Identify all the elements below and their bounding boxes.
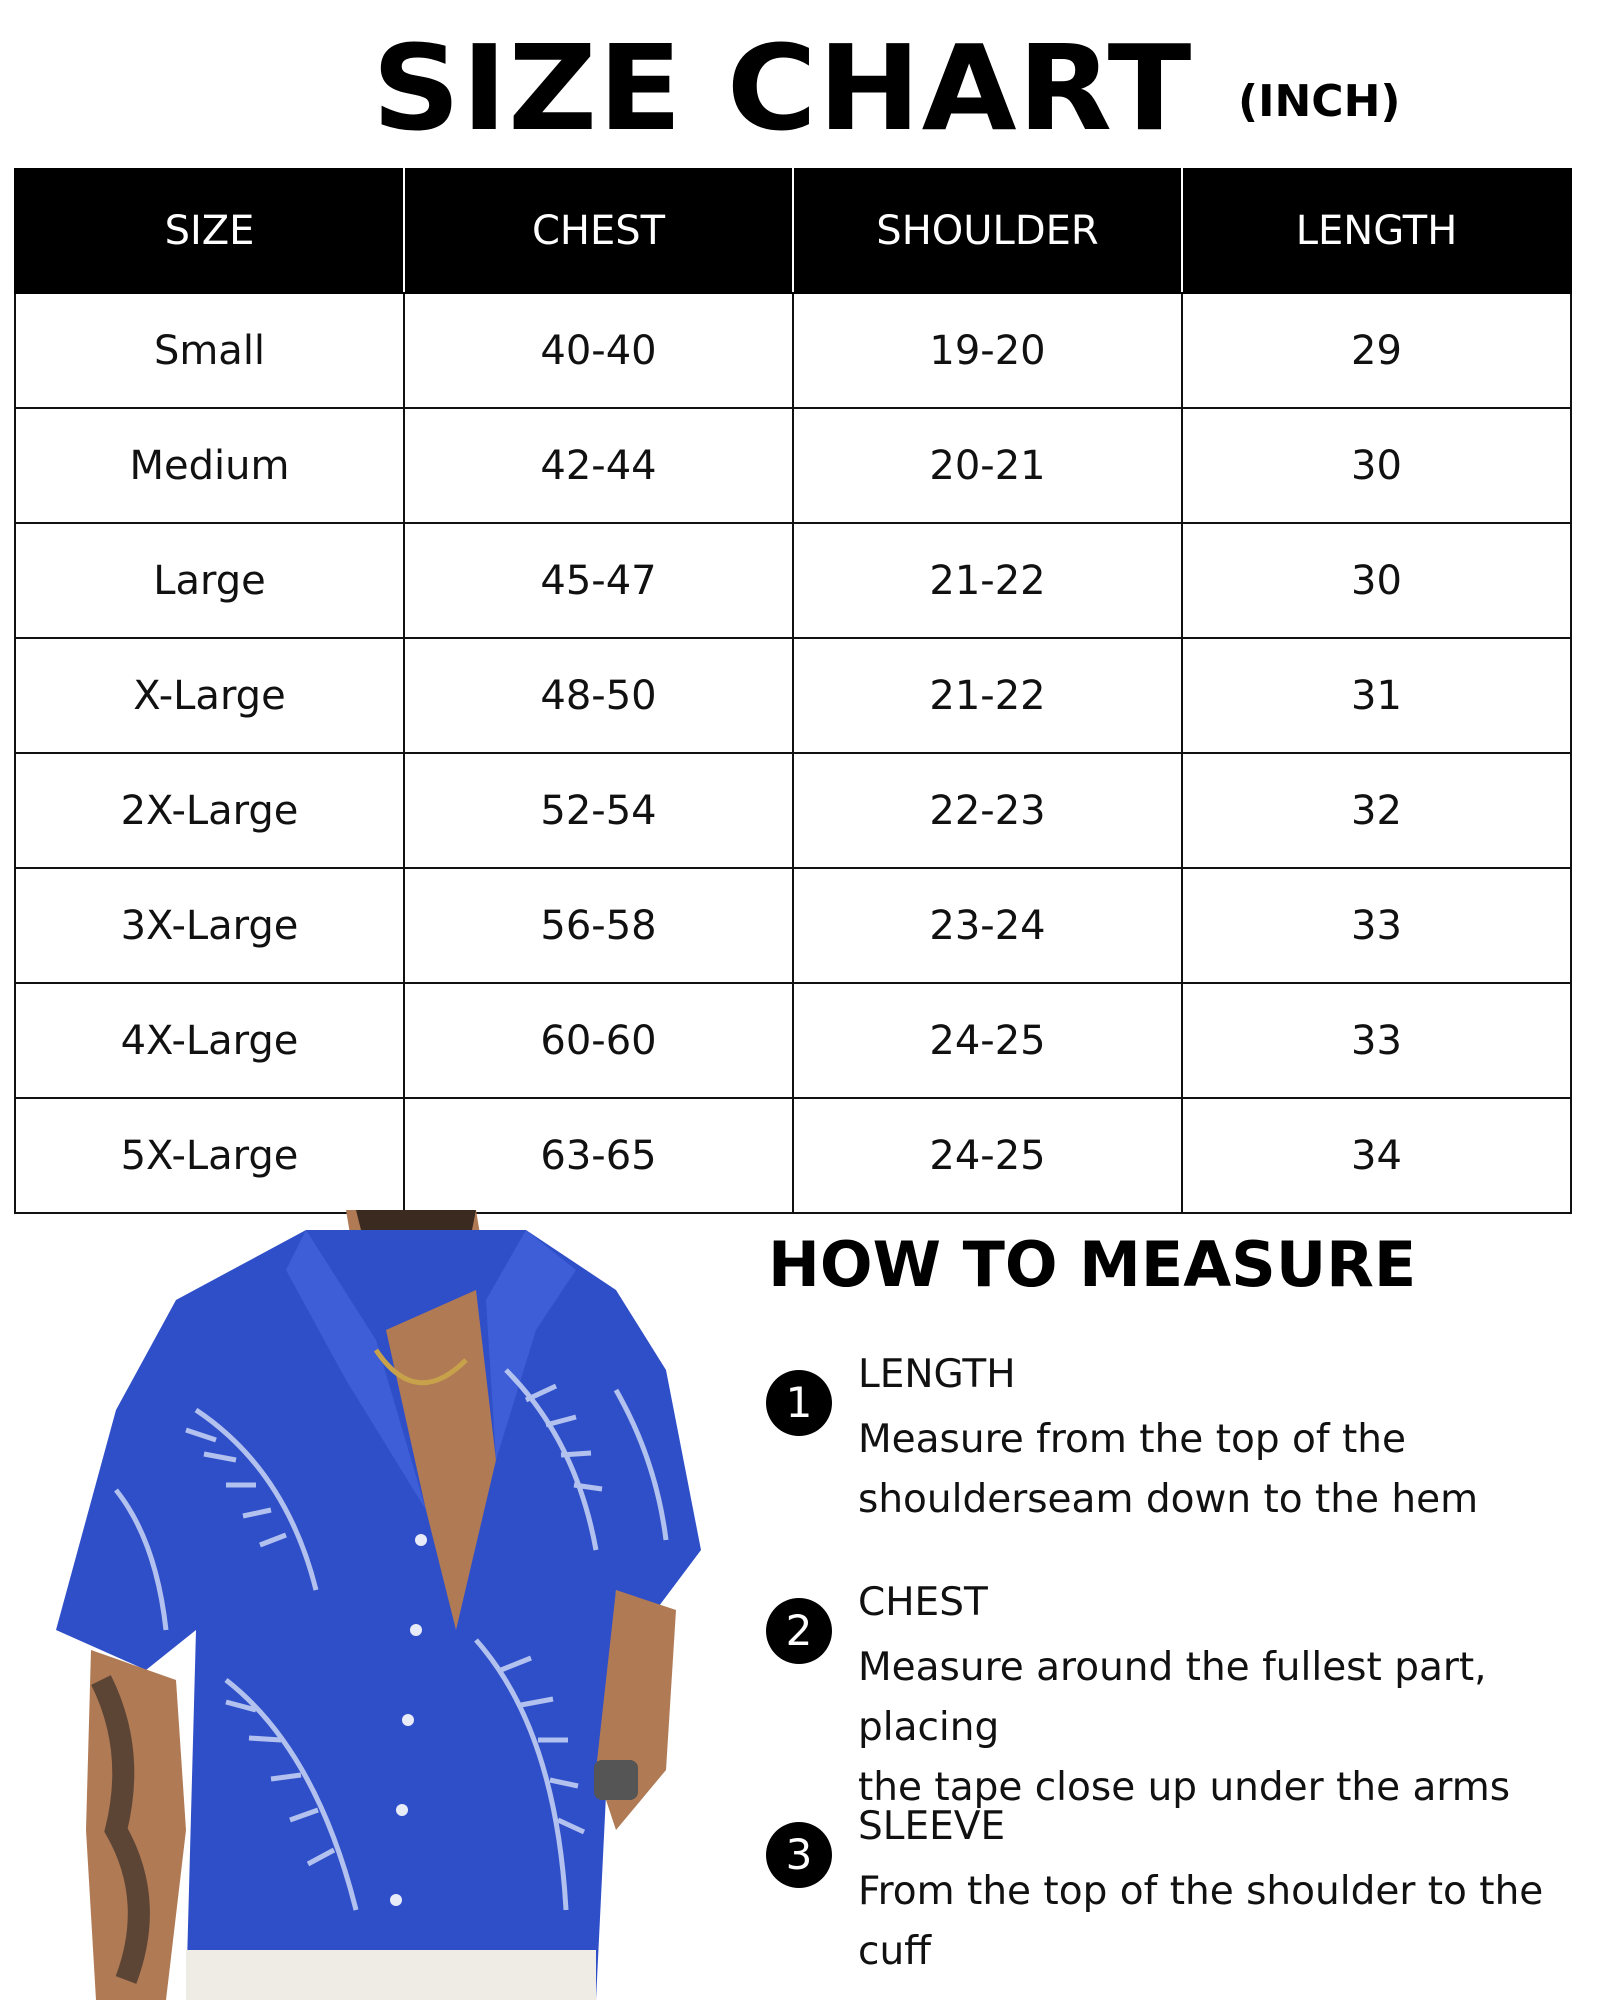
size-cell: 3X-Large: [15, 868, 404, 983]
table-row: [15, 1098, 1571, 1213]
chest-cell: 48-50: [404, 638, 793, 753]
chest-cell: 63-65: [404, 1098, 793, 1213]
column-header-size: SIZE: [15, 169, 404, 293]
column-header-shoulder: SHOULDER: [793, 169, 1182, 293]
how-to-measure-title: HOW TO MEASURE: [768, 1228, 1417, 1301]
table-row: [15, 293, 1571, 408]
step-heading: LENGTH: [858, 1352, 1016, 1397]
step-chest: [766, 1580, 1596, 1810]
column-header-length: LENGTH: [1182, 169, 1571, 293]
step-heading: SLEEVE: [858, 1804, 1006, 1849]
size-table: [14, 168, 1572, 1214]
size-cell: 5X-Large: [15, 1098, 404, 1213]
size-cell: Medium: [15, 408, 404, 523]
length-cell: 29: [1182, 293, 1571, 408]
shoulder-cell: 24-25: [793, 983, 1182, 1098]
table-row: [15, 638, 1571, 753]
table-header-row: [15, 169, 1571, 293]
chest-cell: 52-54: [404, 753, 793, 868]
length-cell: 32: [1182, 753, 1571, 868]
column-header-chest: CHEST: [404, 169, 793, 293]
chest-cell: 56-58: [404, 868, 793, 983]
step-number-badge: 2: [766, 1598, 832, 1664]
unit-label: (INCH): [1238, 76, 1401, 127]
step-sleeve: [766, 1804, 1596, 1974]
model-pants: [186, 1950, 596, 2000]
chest-cell: 45-47: [404, 523, 793, 638]
step-line: the tape close up under the arms: [858, 1765, 1511, 1810]
step-line: shoulderseam down to the hem: [858, 1477, 1479, 1522]
wristwatch: [594, 1760, 638, 1800]
shirt-model-photo: [56, 1210, 706, 2000]
length-cell: 30: [1182, 408, 1571, 523]
step-number-badge: 1: [766, 1370, 832, 1436]
step-line: Measure around the fullest part, placing: [858, 1645, 1487, 1750]
chest-cell: 42-44: [404, 408, 793, 523]
step-line: From the top of the shoulder to the cuff: [858, 1869, 1544, 1974]
table-row: [15, 983, 1571, 1098]
shoulder-cell: 23-24: [793, 868, 1182, 983]
title-area: [0, 10, 1600, 157]
shoulder-cell: 20-21: [793, 408, 1182, 523]
shoulder-cell: 21-22: [793, 523, 1182, 638]
size-cell: 4X-Large: [15, 983, 404, 1098]
step-number-badge: 3: [766, 1822, 832, 1888]
size-cell: 2X-Large: [15, 753, 404, 868]
size-cell: X-Large: [15, 638, 404, 753]
chest-cell: 60-60: [404, 983, 793, 1098]
page-title: SIZE CHART: [372, 19, 1193, 157]
step-description: [858, 1410, 1578, 1530]
length-cell: 31: [1182, 638, 1571, 753]
length-cell: 33: [1182, 983, 1571, 1098]
size-cell: Large: [15, 523, 404, 638]
shoulder-cell: 22-23: [793, 753, 1182, 868]
table-row: [15, 408, 1571, 523]
shoulder-cell: 24-25: [793, 1098, 1182, 1213]
step-line: Measure from the top of the: [858, 1417, 1406, 1462]
table-row: [15, 868, 1571, 983]
step-description: [858, 1862, 1578, 1982]
shoulder-cell: 21-22: [793, 638, 1182, 753]
step-heading: CHEST: [858, 1580, 988, 1625]
step-description: [858, 1638, 1578, 1818]
table-row: [15, 753, 1571, 868]
table-row: [15, 523, 1571, 638]
size-cell: Small: [15, 293, 404, 408]
length-cell: 33: [1182, 868, 1571, 983]
length-cell: 34: [1182, 1098, 1571, 1213]
chest-cell: 40-40: [404, 293, 793, 408]
length-cell: 30: [1182, 523, 1571, 638]
step-length: [766, 1352, 1596, 1522]
shoulder-cell: 19-20: [793, 293, 1182, 408]
